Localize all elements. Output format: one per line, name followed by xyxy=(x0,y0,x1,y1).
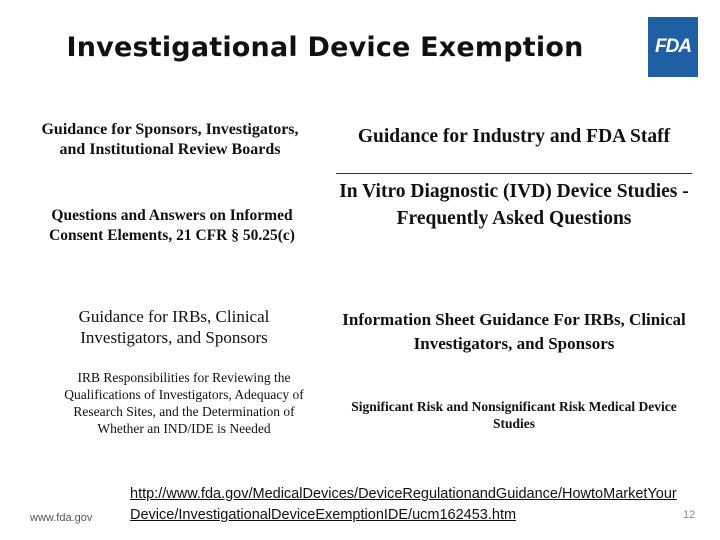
right-doc-1-title: Guidance for Industry and FDA Staff xyxy=(357,126,671,147)
left-doc-3-title: Guidance for IRBs, Clinical Investigators, and Sponsors xyxy=(78,307,270,347)
title-divider xyxy=(336,173,692,174)
footer-site: www.fda.gov xyxy=(30,512,93,524)
left-doc-1-title: Guidance for Sponsors, Investigators, and Institutional Review Boards xyxy=(41,121,299,158)
slide-title: Investigational Device Exemption xyxy=(66,32,584,63)
right-doc-2-title: In Vitro Diagnostic (IVD) Device Studies -Frequently Asked Questions xyxy=(339,181,689,229)
guidance-link[interactable]: http://www.fda.gov/MedicalDevices/DeviceRegulationandGuidance/HowtoMarketYourDevice/InvestigationalDeviceExemptionIDE/ucm162453.htm xyxy=(130,486,677,523)
fda-logo-text: FDA xyxy=(654,36,692,57)
right-doc-4-title: Significant Risk and Nonsignificant Risk Medical Device Studies xyxy=(351,399,677,431)
page-number: 12 xyxy=(683,509,696,521)
left-doc-4-title: IRB Responsibilities for Reviewing the Qualifications of Investigators, Adequacy of Research Sites, and the Determination of Whether an IND/IDE is Needed xyxy=(64,370,304,436)
fda-logo xyxy=(648,17,698,77)
right-doc-3-title: Information Sheet Guidance For IRBs, Clinical Investigators, and Sponsors xyxy=(342,310,686,353)
left-doc-2-title: Questions and Answers on Informed Consent Elements, 21 CFR § 50.25(c) xyxy=(49,207,295,244)
